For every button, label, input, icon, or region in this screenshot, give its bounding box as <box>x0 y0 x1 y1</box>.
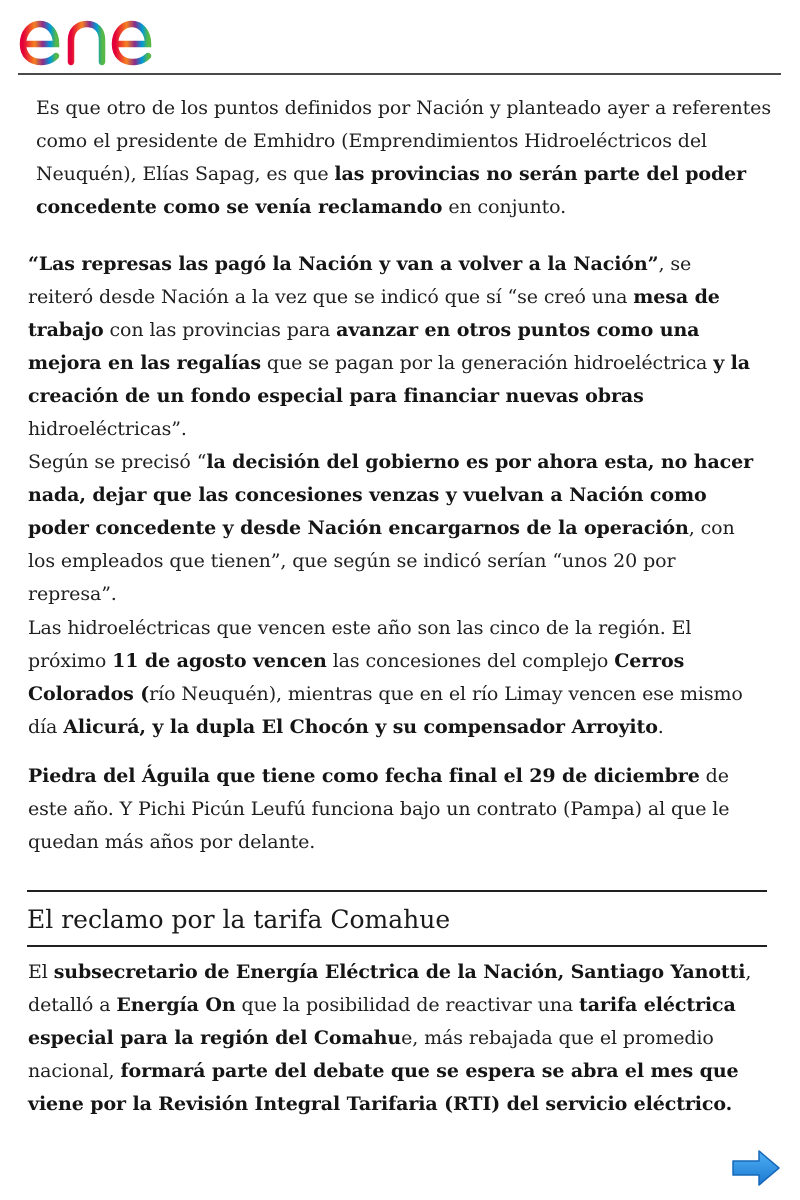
bold-run: la decisión del gobierno es por ahora esta, no hacer nada, dejar que las concesiones venzas y vuelvan a Nación como poder concedente y desde Nación encargarnos de la operación <box>28 451 754 539</box>
bold-run: avanzar en otros puntos como una mejora en las regalías <box>28 319 700 374</box>
text-run: que la posibilidad de reactivar una <box>235 994 580 1016</box>
text-run: , se reiteró desde Nación a la vez que se indicó que sí “se creó una <box>28 253 692 308</box>
text-run: de este año. Y Pichi Picún Leufú funciona bajo un contrato (Pampa) al que le quedan más años por delante. <box>28 765 730 853</box>
header-divider <box>18 73 781 75</box>
section-divider-top <box>27 890 767 892</box>
bold-run: Energía On <box>116 994 236 1016</box>
article-paragraph-1 <box>36 92 771 224</box>
section-heading: El reclamo por la tarifa Comahue <box>27 905 451 934</box>
article-paragraph-2 <box>28 248 758 446</box>
text-run: El <box>28 961 54 983</box>
section-divider-bottom <box>27 945 767 947</box>
site-header <box>0 0 800 76</box>
bold-run: y la creación de un fondo especial para financiar nuevas obras <box>28 352 751 407</box>
text-run: hidroeléctricas”. <box>28 418 187 440</box>
bold-run: Cerros Colorados ( <box>28 650 685 705</box>
text-run: Las hidroeléctricas que vencen este año son las cinco de la región. El próximo <box>28 617 692 672</box>
bold-run: “Las represas las pagó la Nación y van a volver a la Nación” <box>28 253 659 275</box>
bold-run: mesa de trabajo <box>28 286 720 341</box>
text-run: con las provincias para <box>103 319 337 341</box>
article-paragraph-3 <box>28 446 763 611</box>
text-run: , detalló a <box>28 961 752 1016</box>
bold-run: 11 de agosto vencen <box>112 650 327 672</box>
text-run: Es que otro de los puntos definidos por Nación y planteado ayer a referentes como el presidente de Emhidro (Emprendimientos Hidroeléctricos del Neuquén), Elías Sapag, es que <box>36 97 771 185</box>
article-paragraph-4 <box>28 612 766 744</box>
text-run: que se pagan por la generación hidroeléctrica <box>260 352 714 374</box>
bold-run: Piedra del Águila que tiene como fecha final el 29 de diciembre <box>28 765 700 787</box>
bold-run: subsecretario de Energía Eléctrica de la Nación, Santiago Yanotti <box>53 961 746 983</box>
text-run: río Neuquén), mientras que en el río Limay vencen ese mismo día <box>28 683 743 738</box>
text-run: . <box>657 716 664 738</box>
bold-run: las provincias no serán parte del poder concedente como se venía reclamando <box>36 163 747 218</box>
text-run: en conjunto. <box>442 196 567 218</box>
text-run: Según se precisó “ <box>28 451 207 473</box>
bold-run: Alicurá, y la dupla El Chocón y su compensador Arroyito <box>63 716 658 738</box>
enel-logo[interactable] <box>16 4 186 68</box>
text-run: las concesiones del complejo <box>326 650 615 672</box>
text-run: , con los empleados que tienen”, que según se indicó serían “unos 20 por represa”. <box>28 517 735 605</box>
arrow-right-icon <box>730 1148 782 1188</box>
bold-run: tarifa eléctrica especial para la región del Comahu <box>28 994 736 1049</box>
article-paragraph-5 <box>28 760 773 859</box>
bold-run: formará parte del debate que se espera se abra el mes que viene por la Revisión Integral Tarifaria (RTI) del servicio eléctrico. <box>28 1060 739 1115</box>
article-paragraph-6 <box>28 956 763 1121</box>
text-run: e, más rebajada que el promedio nacional, <box>28 1027 714 1082</box>
next-page-button[interactable] <box>730 1148 782 1188</box>
